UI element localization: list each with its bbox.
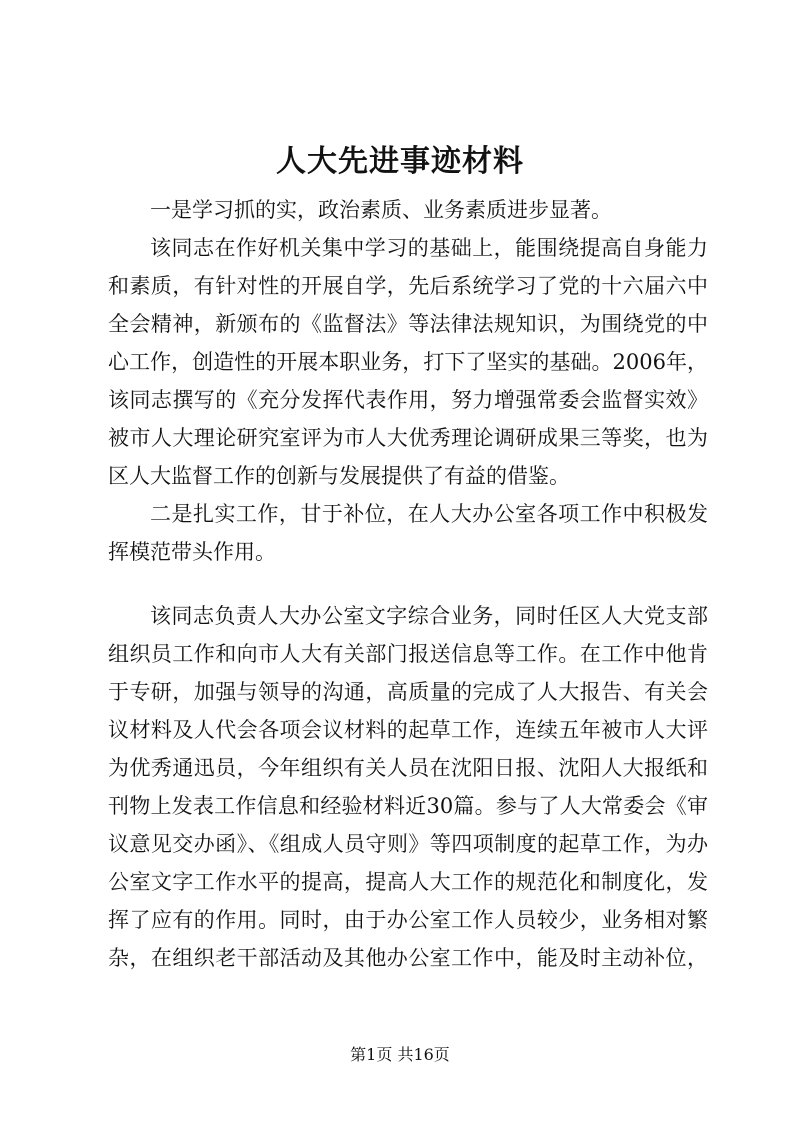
body-line: 该同志负责人大办公室文字综合业务，同时任区人大党支部 xyxy=(150,604,708,628)
body-line: 全会精神，新颁布的《监督法》等法律法规知识，为围绕党的中 xyxy=(108,312,708,336)
body-line: 为优秀通迅员，今年组织有关人员在沈阳日报、沈阳人大报纸和 xyxy=(108,756,708,780)
page-footer: 第1页 共16页 xyxy=(350,1045,450,1064)
body-line: 公室文字工作水平的提高，提高人大工作的规范化和制度化，发 xyxy=(108,870,708,894)
body-line: 该同志在作好机关集中学习的基础上，能围绕提高自身能力 xyxy=(150,236,708,260)
body-line: 刊物上发表工作信息和经验材料近30篇。参与了人大常委会《审 xyxy=(108,794,708,818)
body-line: 二是扎实工作，甘于补位，在人大办公室各项工作中积极发 xyxy=(150,502,708,526)
body-line: 议材料及人代会各项会议材料的起草工作，连续五年被市人大评 xyxy=(108,718,708,742)
body-line: 和素质，有针对性的开展自学，先后系统学习了党的十六届六中 xyxy=(108,274,708,298)
body-line: 于专研，加强与领导的沟通，高质量的完成了人大报告、有关会 xyxy=(108,680,708,704)
body-line: 议意见交办函》、《组成人员守则》等四项制度的起草工作，为办 xyxy=(108,832,708,856)
body-line: 挥了应有的作用。同时，由于办公室工作人员较少，业务相对繁 xyxy=(108,908,708,932)
body-line: 区人大监督工作的创新与发展提供了有益的借鉴。 xyxy=(108,464,570,488)
body-line: 一是学习抓的实，政治素质、业务素质进步显著。 xyxy=(150,198,612,222)
body-line: 杂，在组织老干部活动及其他办公室工作中，能及时主动补位， xyxy=(108,946,708,970)
body-line: 心工作，创造性的开展本职业务，打下了坚实的基础。2006年， xyxy=(108,350,708,374)
document-title: 人大先进事迹材料 xyxy=(276,144,524,179)
body-line: 组织员工作和向市人大有关部门报送信息等工作。在工作中他肯 xyxy=(108,642,708,666)
body-line: 被市人大理论研究室评为市人大优秀理论调研成果三等奖，也为 xyxy=(108,426,708,450)
body-line: 挥模范带头作用。 xyxy=(108,540,276,564)
body-line: 该同志撰写的《充分发挥代表作用，努力增强常委会监督实效》 xyxy=(108,388,708,412)
